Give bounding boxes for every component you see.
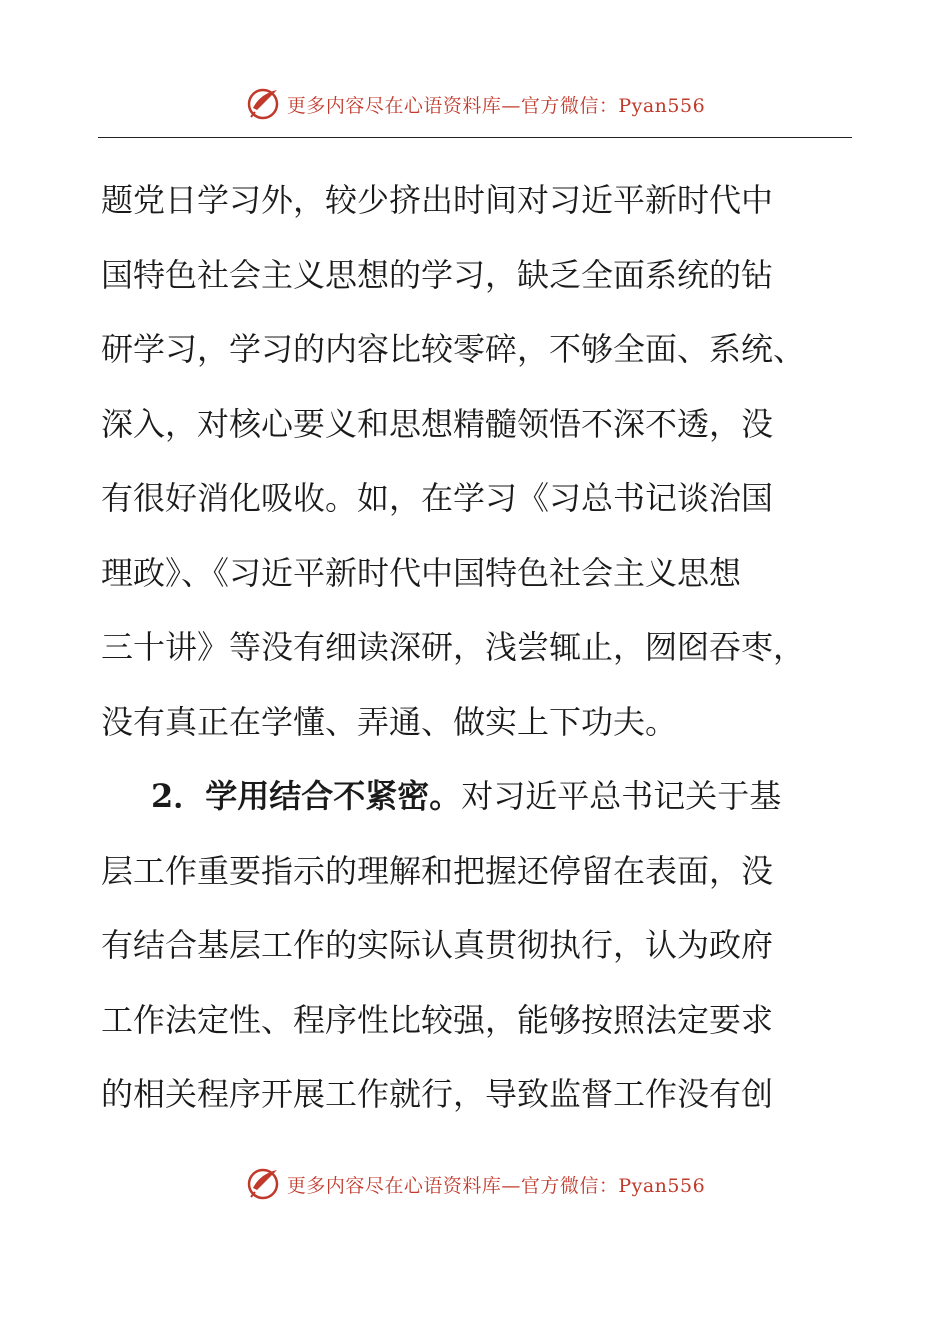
section2-heading: 2．学用结合不紧密。: [151, 777, 462, 815]
section2-first-rest: 对习近平总书记关于基: [461, 777, 782, 815]
footer-banner: [0, 1162, 950, 1206]
text-line: 国特色社会主义思想的学习，缺乏全面系统的钻: [101, 255, 774, 294]
text-line: 理政》、《习近平新时代中国特色社会主义思想: [101, 553, 742, 592]
text-line: 三十讲》等没有细读深研，浅尝辄止，囫囵吞枣，: [101, 628, 806, 666]
section2-first-line: [101, 759, 861, 834]
text-line: 的相关程序开展工作就行，导致监督工作没有创: [101, 1075, 774, 1113]
text-line: 有结合基层工作的实际认真贯彻执行，认为政府: [101, 926, 774, 964]
header-banner-text: 更多内容尽在心语资料库—官方微信：Pyan556: [286, 94, 706, 117]
text-line: 层工作重要指示的理解和把握还停留在表面，没: [101, 851, 774, 890]
text-line: 研学习，学习的内容比较零碎，不够全面、系统、: [101, 330, 806, 368]
text-line: 有很好消化吸收。如，在学习《习总书记谈治国: [101, 479, 774, 517]
text-line: 没有真正在学懂、弄通、做实上下功夫。: [101, 702, 678, 741]
text-line: 工作法定性、程序性比较强，能够按照法定要求: [101, 1000, 774, 1039]
header-rule: [98, 137, 852, 138]
footer-banner-text: 更多内容尽在心语资料库—官方微信：Pyan556: [286, 1174, 706, 1197]
text-line: 题党日学习外，较少挤出时间对习近平新时代中: [101, 181, 774, 219]
header-banner: [0, 82, 950, 126]
text-line: 深入，对核心要义和思想精髓领悟不深不透，没: [101, 404, 774, 443]
quill-logo-icon: [245, 86, 281, 122]
quill-logo-icon: [245, 1166, 281, 1202]
body-text: [101, 163, 861, 1132]
